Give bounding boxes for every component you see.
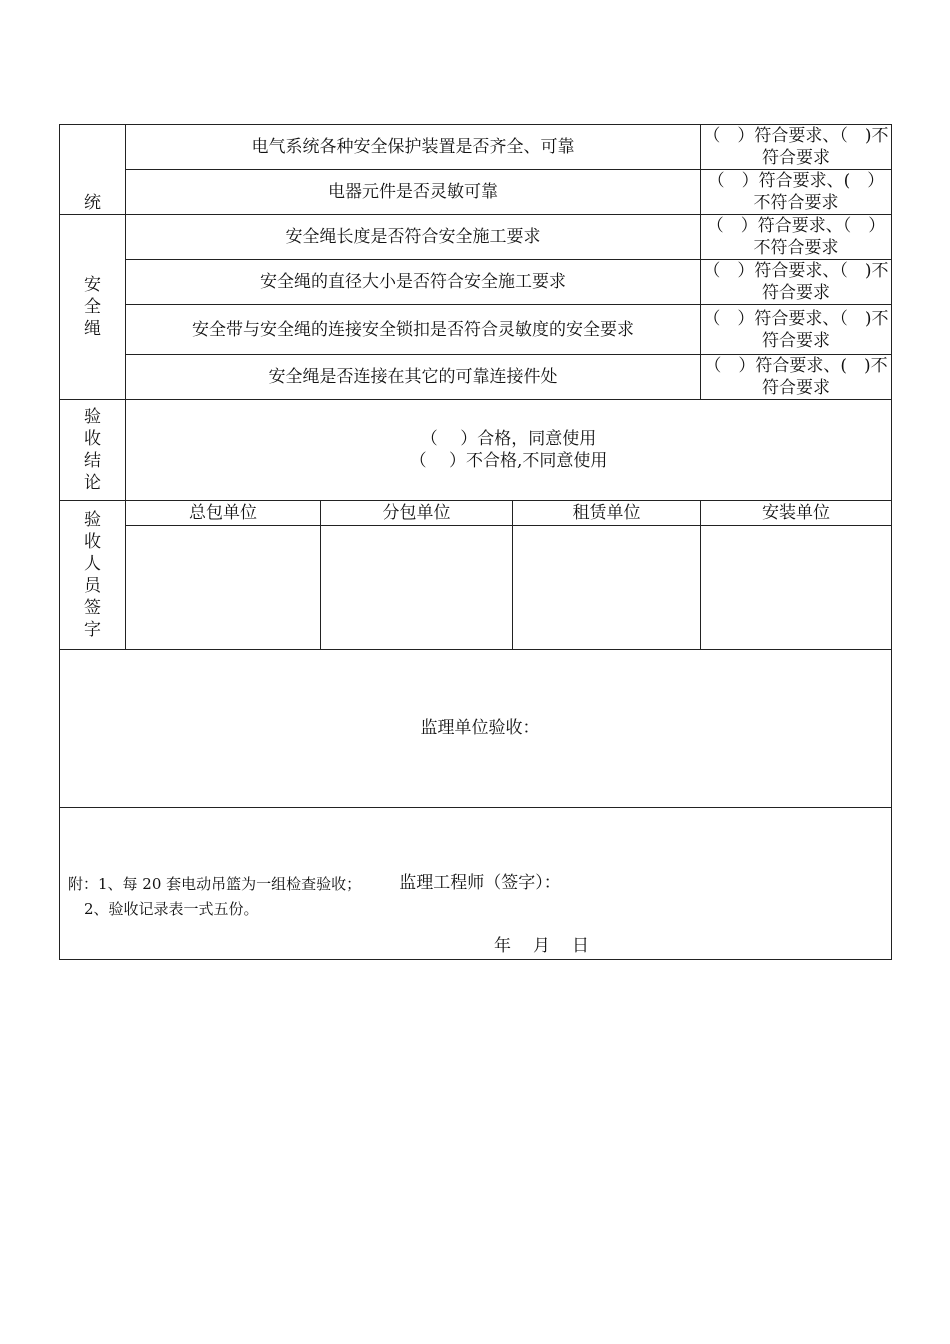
section-label-char: 全 [84, 297, 101, 317]
date-day: 日 [572, 936, 589, 956]
sign-unit-subcontractor: 分包单位 [321, 501, 513, 526]
section-label-system: 统 [60, 125, 126, 215]
section-label-char: 验 [84, 510, 101, 530]
section-label-char: 验 [84, 407, 101, 427]
supervision-acceptance-cell[interactable] [60, 650, 892, 808]
section-label-char: 签 [84, 598, 101, 618]
check-item: 电气系统各种安全保护装置是否齐全、可靠 [126, 125, 701, 170]
table-row [60, 526, 892, 650]
table-row [60, 260, 892, 305]
table-row [60, 215, 892, 260]
footnote: 2、验收记录表一式五份。 [84, 900, 259, 918]
table-row [60, 650, 892, 808]
check-item: 电器元件是否灵敏可靠 [126, 170, 701, 215]
section-label-char: 字 [84, 620, 101, 640]
supervision-acceptance-label: 监理单位验收： [420, 717, 540, 738]
conclusion-cell [126, 400, 892, 501]
section-label-char: 收 [84, 429, 101, 449]
check-option[interactable]: （ ）符合要求、（ )不符合要求 [701, 260, 892, 305]
section-label-safety-rope [60, 215, 126, 400]
date-field [494, 935, 611, 957]
sign-unit-installation: 安装单位 [701, 501, 892, 526]
check-item: 安全带与安全绳的连接安全锁扣是否符合灵敏度的安全要求 [126, 305, 701, 355]
table-row [60, 125, 892, 170]
section-label-char: 员 [84, 576, 101, 596]
section-label-char: 结 [84, 451, 101, 471]
check-item: 安全绳是否连接在其它的可靠连接件处 [126, 355, 701, 400]
date-month: 月 [533, 936, 550, 956]
section-label-char: 论 [84, 473, 101, 493]
check-option[interactable]: （ ）符合要求、( ）不符合要求 [701, 170, 892, 215]
footnotes [68, 872, 361, 922]
conclusion-fail-option[interactable]: （ ）不合格,不同意使用 [409, 451, 608, 471]
section-label-char: 收 [84, 532, 101, 552]
check-option[interactable]: （ ）符合要求、( )不符合要求 [701, 355, 892, 400]
conclusion-pass-option[interactable]: （ ）合格，同意使用 [420, 429, 597, 449]
check-option[interactable]: （ ）符合要求、（ )不符合要求 [701, 125, 892, 170]
section-label-conclusion [60, 400, 126, 501]
table-row [60, 400, 892, 501]
acceptance-form-table [59, 124, 892, 960]
sign-unit-general-contractor: 总包单位 [126, 501, 321, 526]
section-label-signatures [60, 501, 126, 650]
sign-unit-leasing: 租赁单位 [513, 501, 701, 526]
table-row [60, 305, 892, 355]
signature-box-subcontractor[interactable] [321, 526, 513, 650]
date-year: 年 [494, 936, 511, 956]
table-row [60, 355, 892, 400]
section-label-char: 安 [84, 275, 101, 295]
check-option[interactable]: （ ）符合要求、（ )不符合要求 [701, 305, 892, 355]
check-option[interactable]: （ ）符合要求、（ ）不符合要求 [701, 215, 892, 260]
engineer-signature-label: 监理工程师（签字）： [399, 872, 561, 893]
signature-box-general-contractor[interactable] [126, 526, 321, 650]
check-item: 安全绳长度是否符合安全施工要求 [126, 215, 701, 260]
footnote: 附：1、每 20 套电动吊篮为一组检查验收； [68, 875, 362, 893]
signature-box-installation[interactable] [701, 526, 892, 650]
signature-box-leasing[interactable] [513, 526, 701, 650]
section-label-char: 绳 [84, 319, 101, 339]
check-item: 安全绳的直径大小是否符合安全施工要求 [126, 260, 701, 305]
section-label-char: 人 [84, 554, 101, 574]
table-row [60, 501, 892, 526]
table-row [60, 170, 892, 215]
